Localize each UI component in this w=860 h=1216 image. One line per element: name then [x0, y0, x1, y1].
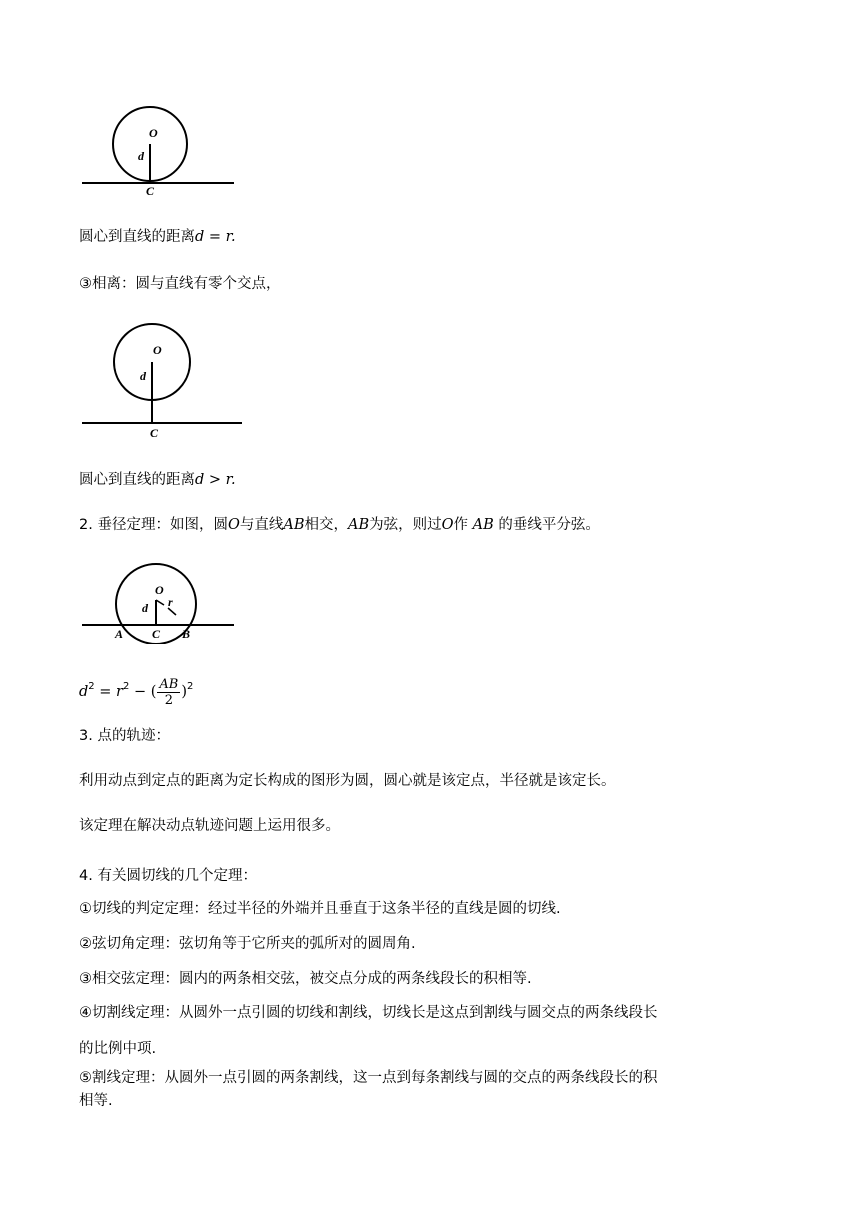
- equals: =: [94, 684, 117, 700]
- text: 2. 垂径定理：如图，圆: [79, 517, 228, 533]
- math-d: d: [79, 684, 89, 700]
- theorem-item-continued: 相等.: [79, 1093, 113, 1109]
- text: 的垂线平分弦。: [493, 517, 600, 533]
- section-4-title: 4. 有关圆切线的几个定理：: [79, 868, 257, 884]
- label-r: r: [168, 595, 173, 609]
- math-d-eq-r: d = r.: [195, 229, 236, 245]
- label-o: O: [155, 583, 164, 597]
- theorem-item-continued: 的比例中项.: [79, 1041, 157, 1057]
- chord-formula: $d^2 = r^2$ − ( $\frac{AB}{2}$ )$^2$: [79, 676, 194, 708]
- math-o: O: [441, 517, 454, 533]
- math-o: O: [227, 517, 240, 533]
- numerator: AB: [159, 676, 179, 692]
- separate-distance-line: [79, 470, 236, 490]
- label-c: C: [146, 184, 155, 198]
- label-o: O: [149, 126, 158, 140]
- chord-theorem-line: [79, 515, 600, 535]
- text: 相交，: [304, 517, 348, 533]
- label-c: C: [150, 426, 159, 440]
- tangent-figure: [78, 104, 238, 198]
- fraction: [157, 677, 180, 708]
- text: 为弦，则过: [369, 517, 442, 533]
- separate-figure: [78, 320, 248, 440]
- paren: ): [181, 684, 188, 700]
- math-ab: AB: [472, 517, 494, 533]
- separate-heading: ③相离：圆与直线有零个交点，: [79, 276, 281, 292]
- label-a: A: [115, 627, 124, 641]
- label-d: d: [140, 369, 146, 383]
- math-r: r: [116, 684, 123, 700]
- math-ab: AB: [283, 517, 305, 533]
- label-d: d: [142, 601, 148, 615]
- text: 圆心到直线的距离: [79, 229, 195, 245]
- label-b: B: [182, 627, 191, 641]
- radius-r: [168, 608, 176, 615]
- tangent-distance-line: [79, 227, 236, 247]
- math-d-gt-r: d > r.: [195, 472, 236, 488]
- text: 作: [453, 517, 473, 533]
- text: 与直线: [239, 517, 284, 533]
- theorem-item: ⑤割线定理：从圆外一点引圆的两条割线，这一点到每条割线与圆的交点的两条线段长的积: [79, 1070, 658, 1086]
- section-3-paragraph: 该定理在解决动点轨迹问题上运用很多。: [79, 818, 340, 834]
- text: 圆心到直线的距离: [79, 472, 195, 488]
- section-3-title: 3. 点的轨迹：: [79, 728, 170, 744]
- section-3-paragraph: 利用动点到定点的距离为定长构成的图形为圆，圆心就是该定点，半径就是该定长。: [79, 773, 616, 789]
- label-o: O: [153, 343, 162, 357]
- radius-r: [156, 600, 164, 605]
- label-c: C: [152, 627, 161, 641]
- label-d: d: [138, 149, 144, 163]
- chord-figure: [78, 560, 238, 644]
- math-ab: AB: [347, 517, 370, 533]
- theorem-item: ④切割线定理：从圆外一点引圆的切线和割线，切线长是这点到割线与圆交点的两条线段长: [79, 1005, 658, 1021]
- theorem-item: ③相交弦定理：圆内的两条相交弦，被交点分成的两条线段长的积相等.: [79, 971, 532, 987]
- theorem-item: ②弦切角定理：弦切角等于它所夹的弧所对的圆周角.: [79, 936, 416, 952]
- denominator: 2: [164, 692, 173, 708]
- minus: − (: [129, 684, 157, 700]
- theorem-item: ①切线的判定定理：经过半径的外端并且垂直于这条半径的直线是圆的切线.: [79, 901, 561, 917]
